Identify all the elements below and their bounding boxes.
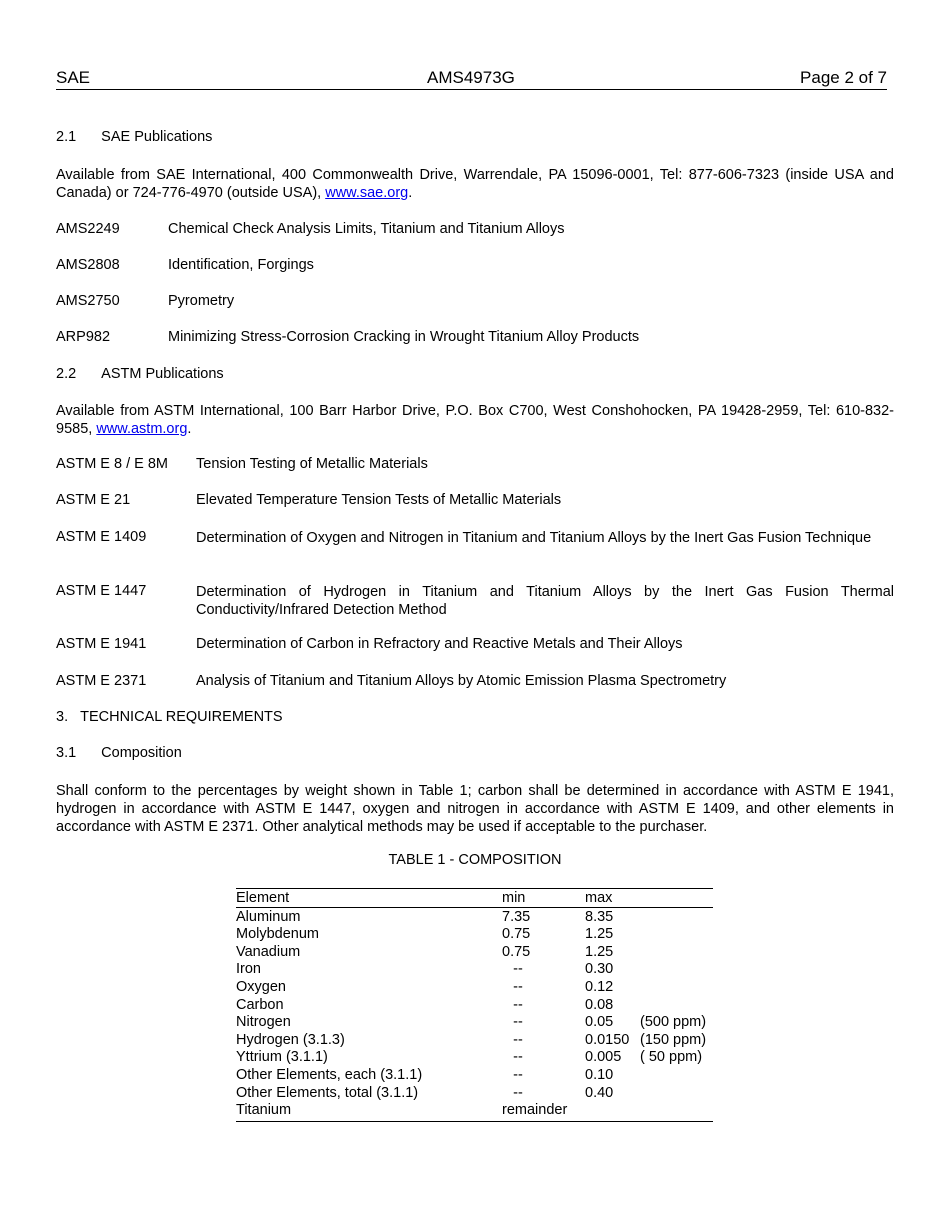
table-cell-max: 0.0150: [585, 1031, 630, 1048]
table-cell-max: 0.12: [585, 978, 614, 995]
table-top-rule: [236, 888, 713, 889]
section-number: 3.1: [56, 745, 77, 761]
page-header: [56, 68, 887, 90]
table-cell-element: Oxygen: [236, 978, 286, 995]
section-3-1-heading: [56, 745, 182, 761]
ref-code: ASTM E 2371: [56, 673, 147, 689]
section-2-2-heading: [56, 366, 224, 382]
table-cell-note: (150 ppm): [640, 1031, 707, 1048]
ref-code: ASTM E 1409: [56, 529, 147, 545]
table-cell-max: 0.10: [585, 1066, 614, 1083]
ref-description: Determination of Carbon in Refractory and Reactive Metals and Their Alloys: [196, 636, 683, 652]
table-cell-element: Aluminum: [236, 908, 301, 925]
table-cell-element: Yttrium (3.1.1): [236, 1049, 328, 1066]
table-cell-element: Titanium: [236, 1102, 292, 1119]
section-3-heading: [56, 709, 283, 725]
table-cell-min: --: [513, 978, 523, 995]
ref-description: Determination of Hydrogen in Titanium and Titanium Alloys by the Inert Gas Fusion Thermal Conductivity/Infrared Detection Method: [196, 584, 894, 618]
astm-website-link[interactable]: www.astm.org: [96, 421, 188, 437]
ref-description: Minimizing Stress-Corrosion Cracking in Wrought Titanium Alloy Products: [168, 329, 640, 345]
table-cell-min: 0.75: [502, 926, 531, 943]
table-title: TABLE 1 - COMPOSITION: [388, 852, 562, 868]
table-cell-element: Other Elements, each (3.1.1): [236, 1066, 423, 1083]
table-cell-element: Molybdenum: [236, 926, 320, 943]
ref-code: ASTM E 1447: [56, 583, 147, 599]
composition-paragraph: Shall conform to the percentages by weight shown in Table 1; carbon shall be determined in accordance with ASTM E 1941, hydrogen in accordance with ASTM E 1447, oxygen and nitrogen in accordance with ASTM E 1409, and other elements in accordance with ASTM E 2371. Other analytical methods may be used if acceptable to the purchaser.: [56, 783, 894, 835]
header-org: SAE: [56, 68, 91, 87]
ref-description: Pyrometry: [168, 293, 235, 309]
ref-code: AMS2808: [56, 257, 120, 273]
table-cell-min: 7.35: [502, 908, 531, 925]
table-cell-min: --: [513, 961, 523, 978]
table-cell-max: 0.05: [585, 1014, 614, 1031]
astm-availability-paragraph: Available from ASTM International, 100 Barr Harbor Drive, P.O. Box C700, West Conshohocken, PA 19428-2959, Tel: 610-832-9585, www.astm.org.: [56, 403, 894, 437]
table-cell-note: (500 ppm): [640, 1014, 707, 1031]
ref-code: ASTM E 8 / E 8M: [56, 456, 168, 472]
ref-code: ARP982: [56, 329, 111, 345]
sae-website-link[interactable]: www.sae.org: [325, 185, 409, 201]
ref-description: Chemical Check Analysis Limits, Titanium and Titanium Alloys: [168, 221, 565, 237]
table-cell-max: 0.40: [585, 1084, 614, 1101]
header-page-number: Page 2 of 7: [800, 68, 887, 87]
column-header-element: Element: [236, 890, 290, 906]
ref-code: ASTM E 21: [56, 492, 131, 508]
section-number: 2.1: [56, 129, 77, 145]
table-cell-max: 1.25: [585, 926, 614, 943]
table-header-rule: [236, 907, 713, 908]
ref-description: Determination of Oxygen and Nitrogen in Titanium and Titanium Alloys by the Inert Gas Fusion Technique: [196, 530, 872, 546]
section-title: Composition: [101, 745, 182, 761]
table-cell-max: 1.25: [585, 943, 614, 960]
table-cell-element: Hydrogen (3.1.3): [236, 1031, 345, 1048]
table-cell-element: Vanadium: [236, 943, 301, 960]
column-header-max: max: [585, 890, 613, 906]
ref-code: AMS2249: [56, 221, 120, 237]
section-number: 2.2: [56, 366, 77, 382]
table-cell-min: 0.75: [502, 943, 531, 960]
table-cell-min: remainder: [502, 1102, 568, 1119]
section-title: SAE Publications: [101, 129, 213, 145]
section-number: 3.: [56, 709, 69, 725]
ref-code: ASTM E 1941: [56, 636, 147, 652]
sae-availability-paragraph: Available from SAE International, 400 Commonwealth Drive, Warrendale, PA 15096-0001, Tel: 877-606-7323 (inside USA and Canada) or 724-776-4970 (outside USA), www.sae.org.: [56, 167, 894, 201]
table-cell-element: Iron: [236, 961, 261, 978]
table-cell-max: 8.35: [585, 908, 614, 925]
section-title: TECHNICAL REQUIREMENTS: [80, 709, 283, 725]
table-cell-max: 0.005: [585, 1049, 622, 1066]
ref-code: AMS2750: [56, 293, 120, 309]
table-cell-element: Other Elements, total (3.1.1): [236, 1084, 419, 1101]
table-cell-min: --: [513, 1049, 523, 1066]
table-cell-element: Nitrogen: [236, 1014, 291, 1031]
table-bottom-rule: [236, 1121, 713, 1122]
table-cell-min: --: [513, 1084, 523, 1101]
section-title: ASTM Publications: [101, 366, 224, 382]
header-doc-number: AMS4973G: [427, 68, 515, 87]
ref-description: Elevated Temperature Tension Tests of Metallic Materials: [196, 492, 562, 508]
table-cell-min: --: [513, 1014, 523, 1031]
table-cell-element: Carbon: [236, 996, 284, 1013]
table-cell-note: ( 50 ppm): [640, 1049, 703, 1066]
column-header-min: min: [502, 890, 526, 906]
ref-description: Identification, Forgings: [168, 257, 314, 273]
table-cell-min: --: [513, 1031, 523, 1048]
section-2-1-heading: [56, 129, 212, 145]
table-cell-max: 0.30: [585, 961, 614, 978]
ref-description: Analysis of Titanium and Titanium Alloys by Atomic Emission Plasma Spectrometry: [196, 673, 727, 689]
table-cell-max: 0.08: [585, 996, 614, 1013]
ref-description: Tension Testing of Metallic Materials: [196, 456, 428, 472]
table-cell-min: --: [513, 1066, 523, 1083]
table-cell-min: --: [513, 996, 523, 1013]
